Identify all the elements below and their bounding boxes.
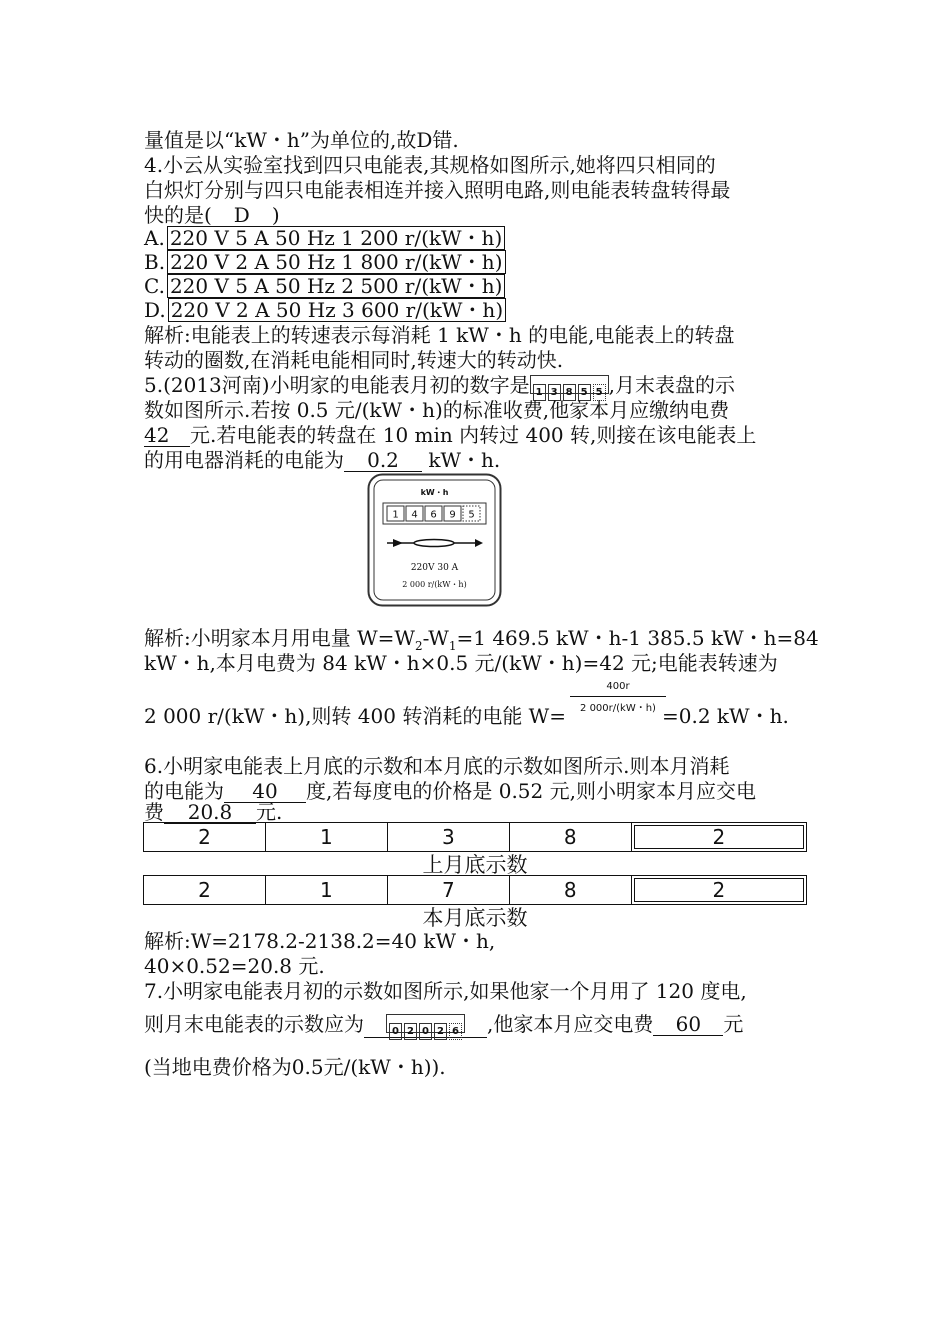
- question-7-line-2: [144, 1012, 743, 1038]
- answer-blank: 0.2: [344, 449, 422, 472]
- table-cell: 3: [387, 823, 509, 852]
- meter-speed: 2 000 r/(kW・h): [402, 580, 467, 589]
- meter-unit-label: kW・h: [420, 488, 449, 497]
- question-5-line-4: [144, 448, 500, 473]
- text: 解析:小明家本月用电量 W=W: [144, 626, 415, 650]
- table-cell: 2: [144, 876, 266, 905]
- table-caption: 上月底示数: [422, 853, 528, 877]
- answer-blank: 40: [224, 780, 306, 803]
- option-spec: 220 V 2 A 50 Hz 1 800 r/(kW・h): [167, 250, 505, 274]
- table-cell: 8: [509, 823, 631, 852]
- meter-digit: 4: [411, 509, 418, 521]
- table-row: [144, 823, 807, 852]
- answer-blank: 20.8: [164, 801, 256, 824]
- text: 的电能为: [144, 779, 224, 803]
- digit: 0: [389, 1023, 402, 1040]
- digit: 8: [563, 384, 576, 401]
- text-line: 量值是以“kW・h”为单位的,故D错.: [144, 128, 459, 152]
- meter-digit: 5: [468, 509, 475, 521]
- analysis-6-line-1: 解析:W=2178.2-2138.2=40 kW・h,: [144, 929, 496, 953]
- digit: 2: [434, 1023, 447, 1040]
- text: ): [271, 203, 280, 227]
- option-a: [144, 226, 505, 250]
- answer-blank: 42: [144, 424, 190, 447]
- text: 元.: [256, 800, 283, 824]
- option-label: B.: [144, 250, 166, 274]
- table-cell: 7: [387, 876, 509, 905]
- question-5-line-1: [144, 373, 735, 398]
- analysis-6-line-2: 40×0.52=20.8 元.: [144, 954, 325, 978]
- option-d: [144, 298, 506, 322]
- digit: 1: [533, 384, 546, 401]
- option-spec: 220 V 5 A 50 Hz 1 200 r/(kW・h): [167, 226, 505, 250]
- text: 则月末电能表的示数应为: [144, 1012, 364, 1036]
- meter-digit: 9: [449, 509, 456, 521]
- question-5-line-3: [144, 423, 756, 448]
- table-cell: 1: [265, 823, 387, 852]
- text: -W: [422, 626, 449, 650]
- option-spec: 220 V 2 A 50 Hz 3 600 r/(kW・h): [168, 298, 506, 322]
- text: =1 469.5 kW・h-1 385.5 kW・h=84: [456, 626, 819, 650]
- meter-digit: 6: [430, 509, 437, 521]
- electric-meter-diagram: [367, 473, 502, 607]
- fraction-bar: [570, 696, 666, 697]
- question-5-line-2: 数如图所示.若按 0.5 元/(kW・h)的标准收费,他家本月应缴纳电费: [144, 398, 730, 422]
- digit: 5: [593, 384, 606, 401]
- decimal-digit-box: 2: [634, 878, 804, 902]
- option-c: [144, 274, 505, 298]
- meter-digits-small: [530, 375, 609, 398]
- analysis-4-line-1: 解析:电能表上的转速表示每消耗 1 kW・h 的电能,电能表上的转盘: [144, 323, 735, 347]
- fraction-numerator: 400r: [606, 681, 630, 692]
- fraction-denominator: 2 000r/(kW・h): [580, 703, 656, 714]
- question-4-line-2: 白炽灯分别与四只电能表相连并接入照明电路,则电能表转盘转得最: [144, 178, 731, 202]
- table-row: [144, 876, 807, 905]
- last-month-reading-table: [143, 822, 807, 852]
- text: 元: [723, 1012, 744, 1036]
- meter-rating: 220V 30 A: [410, 563, 459, 573]
- meter-digits-small: [386, 1014, 465, 1037]
- option-label: A.: [144, 226, 165, 250]
- table-cell: 8: [509, 876, 631, 905]
- analysis-5-line-3: [144, 704, 789, 729]
- option-label: D.: [144, 298, 166, 322]
- table-cell: 2: [144, 823, 266, 852]
- answer-blank: 60: [653, 1013, 723, 1036]
- table-cell: 1: [265, 876, 387, 905]
- answer-blank: D: [233, 203, 250, 227]
- text: 5.(2013河南)小明家的电能表月初的数字是: [144, 373, 530, 397]
- question-7-line-3: (当地电费价格为0.5元/(kW・h)).: [144, 1055, 446, 1079]
- digit: 6: [449, 1023, 462, 1040]
- digit: 5: [578, 384, 591, 401]
- text: kW・h.: [428, 448, 501, 472]
- meter-digit: 1: [392, 509, 399, 521]
- text: ,月末表盘的示: [608, 373, 735, 397]
- question-7-line-1: 7.小明家电能表月初的示数如图所示,如果他家一个月用了 120 度电,: [144, 979, 747, 1003]
- answer-blank: [364, 1012, 487, 1038]
- table-caption: 本月底示数: [422, 906, 528, 930]
- option-spec: 220 V 5 A 50 Hz 2 500 r/(kW・h): [167, 274, 505, 298]
- digit: 0: [419, 1023, 432, 1040]
- question-6-line-1: 6.小明家电能表上月底的示数和本月底的示数如图所示.则本月消耗: [144, 754, 730, 778]
- digit: 3: [548, 384, 561, 401]
- subscript: 2: [414, 639, 423, 653]
- text: 度,若每度电的价格是 0.52 元,则小明家本月应交电: [306, 779, 756, 803]
- subscript: 1: [448, 639, 457, 653]
- text: ,他家本月应交电费: [487, 1012, 654, 1036]
- table-cell: [631, 823, 806, 852]
- decimal-digit-box: 2: [634, 825, 804, 849]
- text: =0.2 kW・h.: [662, 704, 789, 728]
- option-label: C.: [144, 274, 165, 298]
- option-b: [144, 250, 506, 274]
- table-cell: [631, 876, 806, 905]
- question-4-line-3: [144, 203, 280, 228]
- text: 费: [144, 800, 164, 824]
- question-4-line-1: 4.小云从实验室找到四只电能表,其规格如图所示,她将四只相同的: [144, 153, 716, 177]
- this-month-reading-table: [143, 875, 807, 905]
- analysis-5-line-2: kW・h,本月电费为 84 kW・h×0.5 元/(kW・h)=42 元;电能表转速为: [144, 651, 778, 675]
- text: 2 000 r/(kW・h),则转 400 转消耗的电能 W=: [144, 704, 566, 728]
- text: 快的是(: [144, 203, 212, 227]
- text: 元.若电能表的转盘在 10 min 内转过 400 转,则接在该电能表上: [190, 423, 757, 447]
- analysis-4-line-2: 转动的圈数,在消耗电能相同时,转速大的转动快.: [144, 348, 564, 372]
- text: 的用电器消耗的电能为: [144, 448, 344, 472]
- digit: 2: [404, 1023, 417, 1040]
